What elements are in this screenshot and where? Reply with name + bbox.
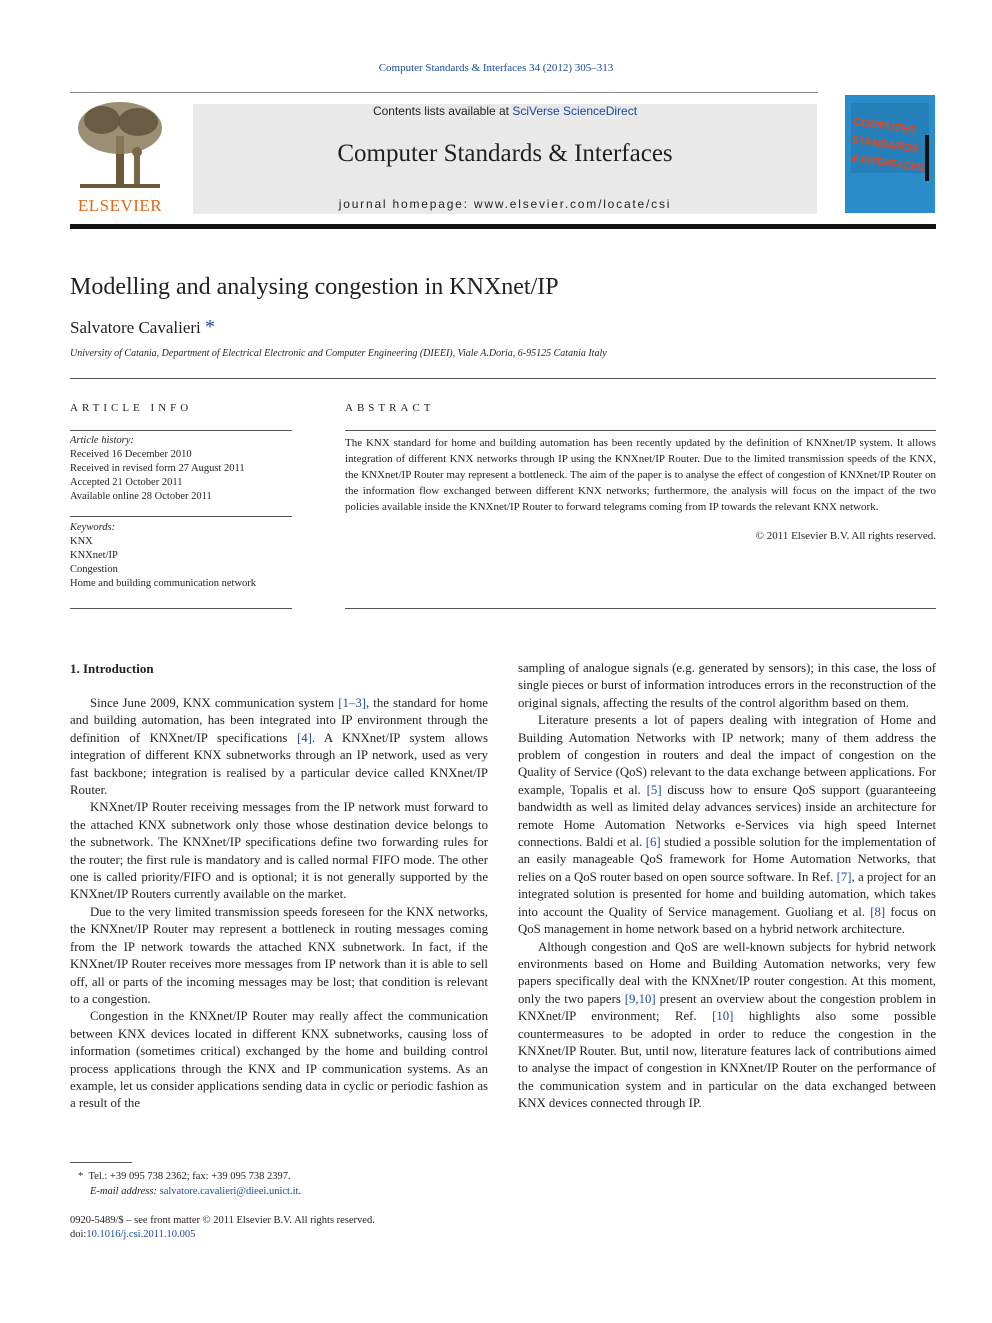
history-received: Received 16 December 2010	[70, 449, 192, 460]
journal-reference[interactable]	[0, 62, 992, 74]
citation-link[interactable]: [6]	[645, 835, 661, 850]
footnote-email: E-mail address: salvatore.cavalieri@dieei.unict.it.	[90, 1186, 302, 1197]
elsevier-wordmark: ELSEVIER	[77, 196, 163, 215]
svg-text:& INTERFACES: & INTERFACES	[850, 153, 925, 175]
keywords-label: Keywords:	[70, 522, 116, 533]
footnote-tel: * Tel.: +39 095 738 2362; fax: +39 095 738 2397.	[78, 1171, 291, 1182]
body-paragraph: Congestion in the KNXnet/IP Router may really affect the communication between KNX devices located in different KNX subnetworks, causing loss of information (sometimes critical) exchanged by the home and building control process applications through the KNX and IP communication systems. As an example, let us consider applications sending data in cyclic or periodic fashion as a result of the	[70, 1009, 488, 1111]
abstract-text: The KNX standard for home and building automation has been recently updated by the definition of KNXnet/IP system. It allows integration of different KNX networks through IP using the KNXnet/IP Router. Due to the limited transmission speeds of the KNX, the KNXnet/IP Router may represent a bottleneck. The aim of the paper is to analyse the effect of congestion of KNXnet/IP Router on the information flow exchanged between different KNX networks; furthermore, the analysis will focus on the impact of the two policies available inside the KNXnet/IP Router to forward telegrams coming from IP towards the relevant KNX network.	[345, 437, 936, 513]
svg-text:STANDARDS: STANDARDS	[850, 134, 920, 156]
history-online: Available online 28 October 2011	[70, 491, 212, 502]
body-right-column	[518, 660, 936, 1113]
body-paragraph: Literature presents a lot of papers dealing with integration of Home and Building Automation Networks with IP network; many of them address the problem of congestion in routers and deal the impact of congestion on the Quality of Service (QoS) relevant to the data exchange between applications. For example, Topalis et al. [5] discuss how to ensure QoS support (guaranteeing bandwidth as well as limited delay advances services) inside an architecture for remote Home Automation Networks e-Services via high speed Internet connections. Baldi et al. [6] studied a possible solution for the implementation of an easily manageable QoS framework for Home Automation Networks, that relies on a QoS router based on open source software. In Ref. [7], a project for an integrated solution is presented for home and building automation, which takes into account the Quality of Service management. Guoliang et al. [8] focus on QoS management in home network based on a hybrid network architecture.	[518, 713, 936, 937]
doi-line: doi:10.1016/j.csi.2011.10.005	[70, 1229, 196, 1240]
journal-title: Computer Standards & Interfaces	[337, 140, 673, 167]
journal-reference-text[interactable]: Computer Standards & Interfaces 34 (2012) 305–313	[378, 62, 614, 74]
citation-link[interactable]: [5]	[646, 782, 662, 797]
citation-link[interactable]: [7]	[836, 869, 852, 884]
article-history	[70, 434, 292, 504]
citation-link[interactable]: [9,10]	[624, 991, 656, 1006]
footnote-rule	[70, 1162, 132, 1163]
email-label: E-mail address:	[90, 1186, 157, 1197]
email-link[interactable]: salvatore.cavalieri@dieei.unict.it	[159, 1186, 299, 1197]
journal-cover-image	[845, 95, 935, 213]
citation-link[interactable]: [10]	[712, 1009, 734, 1024]
journal-homepage[interactable]: journal homepage: www.elsevier.com/locate/csi	[338, 197, 672, 211]
affiliation: University of Catania, Department of Electrical Electronic and Computer Engineering (DIEEI), Viale A.Doria, 6-95125 Catania Italy	[70, 348, 607, 359]
abstract-heading: ABSTRACT	[345, 402, 435, 414]
issn-line: 0920-5489/$ – see front matter © 2011 Elsevier B.V. All rights reserved.	[70, 1215, 375, 1226]
keyword-item: Home and building communication network	[70, 578, 257, 589]
abstract-rule	[345, 430, 936, 431]
body-paragraph: Although congestion and QoS are well-known subjects for hybrid network environments based on Home and Building Automation networks, very few papers specifically deal with the KNXnet/IP router congestion. At this moment, only the two papers [9,10] present an overview about the congestion problem in KNXnet/IP environment; Ref. [10] highlights also some possible countermeasures to be adopted in order to reduce the congestion in the KNXnet/IP Router. But, until now, literature features lack of contributions aimed to analyse the impact of congestion in KNXnet/IP Router on the performance of the communication system and in particular on the data exchanged between KNX devices connected through IP.	[518, 939, 936, 1111]
article-title: Modelling and analysing congestion in KNXnet/IP	[70, 274, 559, 300]
keyword-item: KNX	[70, 536, 93, 547]
header-top-rule	[70, 92, 818, 93]
doi-link[interactable]: 10.1016/j.csi.2011.10.005	[86, 1229, 196, 1240]
info-bottom-rule	[70, 608, 292, 609]
author-name: Salvatore Cavalieri	[70, 318, 201, 337]
article-info-heading: ARTICLE INFO	[70, 402, 193, 414]
sciencedirect-link[interactable]: SciVerse ScienceDirect	[512, 104, 638, 118]
keywords-rule	[70, 516, 292, 517]
abstract-copyright: © 2011 Elsevier B.V. All rights reserved.	[755, 530, 936, 542]
article-info-rule	[70, 430, 292, 431]
header-thick-rule	[70, 224, 936, 229]
section-heading: 1. Introduction	[70, 661, 154, 676]
history-label: Article history:	[70, 435, 134, 446]
keywords	[70, 521, 292, 591]
citation-link[interactable]: [1–3]	[338, 696, 366, 710]
svg-text:COMPUTER: COMPUTER	[852, 116, 917, 137]
body-paragraph: KNXnet/IP Router receiving messages from the IP network must forward to the attached KNX subnetwork only those whose destination device belongs to the subnetwork. The KNXnet/IP specifications define two forwarding rules for the router; the first rule is mandatory and is called normal FIFO mode. The other one is called priority/FIFO and is optional; it is not generally supported by the KNXnet/IP Routers currently available on the market.	[70, 800, 488, 902]
body-paragraph: Since June 2009, KNX communication system [1–3], the standard for home and building automation, has been integrated into IP environment through the definition of KNXnet/IP specifications [4]. A KNXnet/IP system allows integration of different KNX subnetworks through an IP network, used as very fast backbone; integration is realised by a particular device called KNXnet/IP Router.	[70, 696, 488, 798]
citation-link[interactable]: [4]	[296, 730, 312, 745]
keyword-item: Congestion	[70, 564, 118, 575]
contents-prefix: Contents lists available at	[372, 104, 513, 118]
author-line	[70, 316, 215, 339]
body-paragraph: Due to the very limited transmission speeds foreseen for the KNX networks, the KNXnet/IP Router may represent a bottleneck in routing messages coming from the IP network towards the attached KNX subnetwork. In fact, if the KNXnet/IP Router receives more messages from IP network than it is able to sell off, all or parts of the incoming messages may be lost; that condition is relevant to a congestion.	[70, 904, 488, 1006]
body-paragraph: sampling of analogue signals (e.g. generated by sensors); in this case, the loss of single pieces or burst of information introduces errors in the reconstruction of the original signals, affecting the results of the control algorithm based on them.	[518, 661, 936, 710]
abstract-bottom-rule	[345, 608, 936, 609]
citation-link[interactable]: [8]	[870, 904, 886, 919]
history-revised: Received in revised form 27 August 2011	[70, 463, 245, 474]
history-accepted: Accepted 21 October 2011	[70, 477, 183, 488]
keyword-item: KNXnet/IP	[70, 550, 118, 561]
author-footnote-mark[interactable]: *	[205, 316, 216, 338]
title-rule	[70, 378, 936, 379]
contents-line	[193, 104, 817, 118]
footnote-mark: *	[78, 1171, 84, 1182]
body-left-column	[70, 695, 488, 1113]
